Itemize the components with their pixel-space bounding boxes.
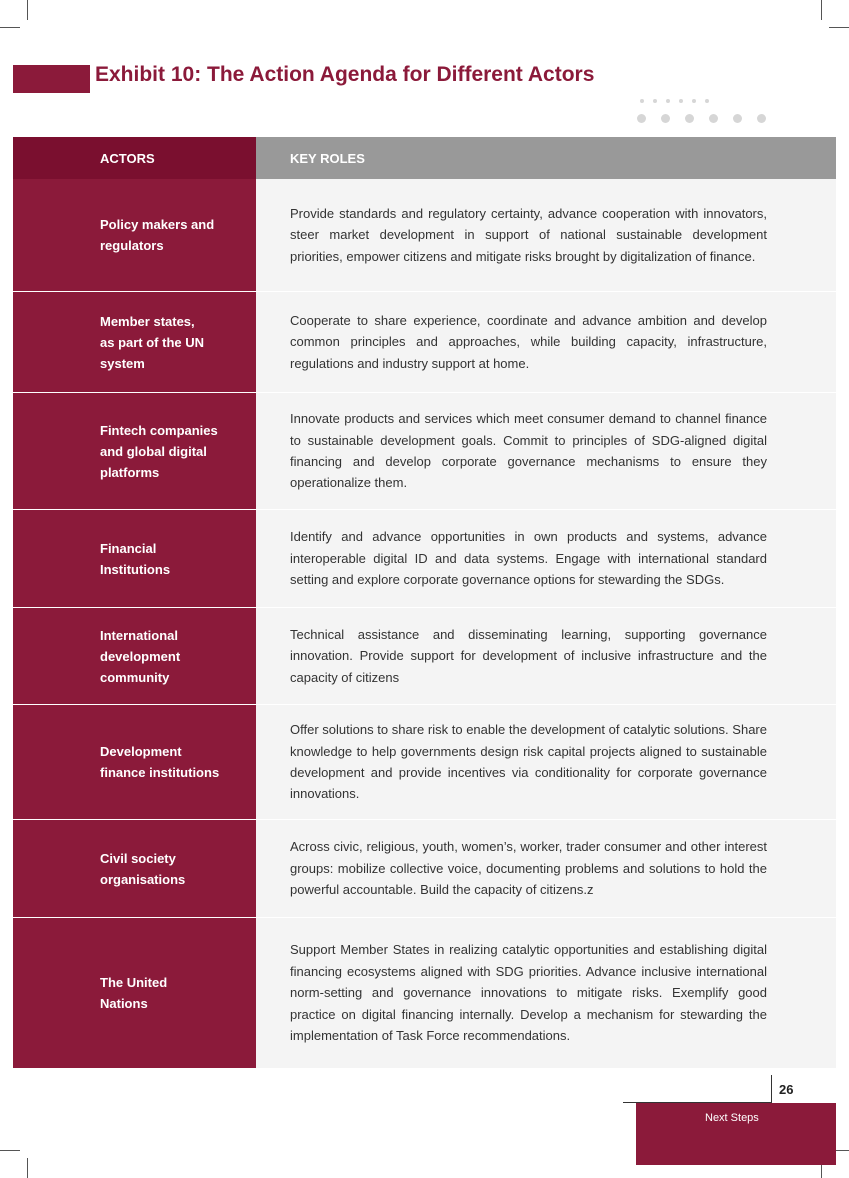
crop-mark-top-right-h: [829, 27, 849, 28]
actor-line: Policy makers and: [100, 217, 215, 232]
actor-cell: [13, 608, 256, 705]
actor-line: community: [100, 669, 170, 685]
actor-cell: [13, 393, 256, 510]
column-header-actors: ACTORS: [13, 137, 256, 179]
role-cell: [256, 608, 836, 705]
actor-line: finance institutions: [100, 765, 220, 780]
table-row: [13, 820, 836, 918]
dot-icon: [637, 114, 646, 123]
role-cell: [256, 820, 836, 918]
table-header: [13, 137, 836, 179]
role-text: Support Member States in realizing catalytic opportunities and establishing digital financing ecosystems aligned with SDG priorities. Advance inclusive international norm-setting and governance innovations to mitigate risks. Exemplify good practice on digital financing internally. Develop a mechanism for stewarding the implementation of Task Force recommendations.: [290, 942, 767, 1044]
actor-line: International: [100, 627, 179, 643]
actor-line: Nations: [100, 996, 148, 1011]
dot-icon: [757, 114, 766, 123]
decorative-dots-large: [637, 114, 766, 123]
dot-icon: [709, 114, 718, 123]
actor-line: and global digital: [100, 443, 207, 459]
role-text: Offer solutions to share risk to enable the development of catalytic solutions. Share knowledge to help governments design risk capital projects aligned to sustainable development and provide incentives via conditionality for corporate governance innovations.: [290, 722, 767, 802]
dot-icon: [653, 99, 657, 103]
actor-line: system: [100, 355, 145, 371]
actor-line: regulators: [100, 238, 164, 253]
dot-icon: [733, 114, 742, 123]
dot-icon: [692, 99, 696, 103]
column-header-key-roles: KEY ROLES: [256, 137, 836, 179]
crop-mark-top-left-h: [0, 27, 20, 28]
role-cell: [256, 179, 836, 292]
table-row: [13, 918, 836, 1068]
actor-line: development: [100, 648, 181, 664]
table-row: [13, 510, 836, 608]
actor-cell: [13, 179, 256, 292]
crop-mark-top-right-v: [821, 0, 822, 20]
decorative-dots-small: [640, 99, 709, 103]
table-row: [13, 179, 836, 292]
table-row: [13, 705, 836, 820]
dot-icon: [640, 99, 644, 103]
role-text: Technical assistance and disseminating learning, supporting governance innovation. Provide support for development of inclusive infrastructure and the capacity of citizens: [290, 626, 767, 685]
crop-mark-bottom-left-h: [0, 1150, 20, 1151]
actor-line: Development: [100, 744, 182, 759]
role-cell: [256, 705, 836, 820]
actor-cell: [13, 918, 256, 1068]
dot-icon: [666, 99, 670, 103]
actor-line: Institutions: [100, 561, 171, 577]
role-cell: [256, 918, 836, 1068]
role-cell: [256, 510, 836, 608]
dot-icon: [705, 99, 709, 103]
dot-icon: [679, 99, 683, 103]
actor-cell: [13, 292, 256, 393]
table-row: [13, 292, 836, 393]
actor-line: Financial: [100, 540, 157, 556]
page-title: Exhibit 10: The Action Agenda for Different Actors: [95, 63, 595, 86]
actor-cell: [13, 820, 256, 918]
role-cell: [256, 393, 836, 510]
role-cell: [256, 292, 836, 393]
actor-line: organisations: [100, 871, 186, 887]
role-text: Cooperate to share experience, coordinate and advance ambition and develop common principles and approaches, while building capacity, infrastructure, regulations and industry support at home.: [290, 312, 767, 371]
table-row: [13, 608, 836, 705]
actor-line: Civil society: [100, 850, 176, 866]
footer-section-label: Next Steps: [705, 1112, 759, 1124]
actor-line: platforms: [100, 464, 160, 480]
role-text: Across civic, religious, youth, women’s, worker, trader consumer and other interest groups: mobilize collective voice, documenting problems and solutions to hold the powerful accountable. Build the capacity of citizens.z: [290, 839, 767, 898]
title-accent-bar: [13, 65, 90, 93]
dot-icon: [661, 114, 670, 123]
dot-icon: [685, 114, 694, 123]
crop-mark-bottom-left-v: [27, 1158, 28, 1178]
actor-line: The United: [100, 975, 168, 990]
actor-line: Member states,: [100, 313, 195, 329]
actor-line: Fintech companies: [100, 422, 218, 438]
actor-cell: [13, 510, 256, 608]
role-text: Identify and advance opportunities in own products and systems, advance interoperable digital ID and data systems. Engage with international standard setting and explore corporate governance options for stewarding the SDGs.: [290, 529, 767, 588]
action-agenda-table: [13, 137, 836, 1068]
crop-mark-top-left-v: [27, 0, 28, 20]
actor-cell: [13, 705, 256, 820]
role-text: Provide standards and regulatory certainty, advance cooperation with innovators, steer market development in support of national sustainable development priorities, empower citizens and mitigate risks brought by digitalization of finance.: [290, 205, 767, 264]
table-row: [13, 393, 836, 510]
page-number: 26: [779, 1082, 794, 1097]
actor-line: as part of the UN: [100, 334, 205, 350]
role-text: Innovate products and services which meet consumer demand to channel finance to sustainable development goals. Commit to principles of SDG-aligned digital financing and develop corporate governance mechanisms to ensure they operationalize them.: [290, 411, 767, 491]
